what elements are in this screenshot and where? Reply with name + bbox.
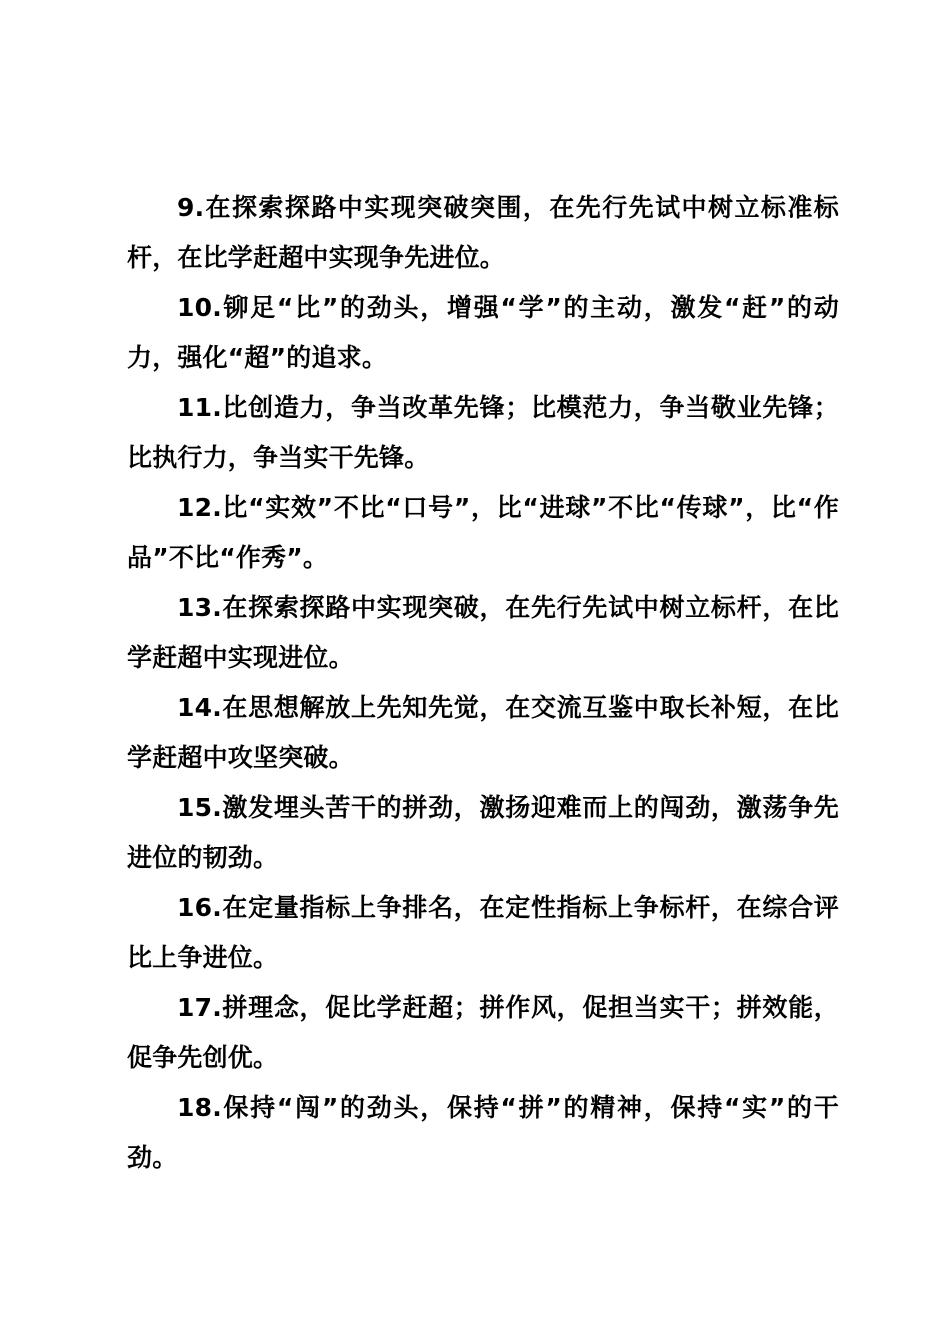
list-item: 12.比“实效”不比“口号”，比“进球”不比“传球”，比“作品”不比“作秀”。	[127, 493, 839, 572]
list-item: 15.激发埋头苦干的拼劲，激扬迎难而上的闯劲，激荡争先进位的韧劲。	[127, 793, 839, 872]
list-item: 13.在探索探路中实现突破，在先行先试中树立标杆，在比学赶超中实现进位。	[127, 593, 839, 672]
list-item: 16.在定量指标上争排名，在定性指标上争标杆，在综合评比上争进位。	[127, 893, 839, 972]
list-item: 10.铆足“比”的劲头，增强“学”的主动，激发“赶”的动力，强化“超”的追求。	[127, 293, 839, 372]
list-item: 11.比创造力，争当改革先锋；比模范力，争当敬业先锋；比执行力，争当实干先锋。	[127, 393, 839, 472]
list-item: 14.在思想解放上先知先觉，在交流互鉴中取长补短，在比学赶超中攻坚突破。	[127, 693, 839, 772]
document-body	[127, 183, 839, 1183]
list-item: 17.拼理念，促比学赶超；拼作风，促担当实干；拼效能，促争先创优。	[127, 993, 839, 1072]
list-item: 18.保持“闯”的劲头，保持“拼”的精神，保持“实”的干劲。	[127, 1093, 839, 1172]
list-item: 9.在探索探路中实现突破突围，在先行先试中树立标准标杆，在比学赶超中实现争先进位。	[127, 193, 839, 272]
